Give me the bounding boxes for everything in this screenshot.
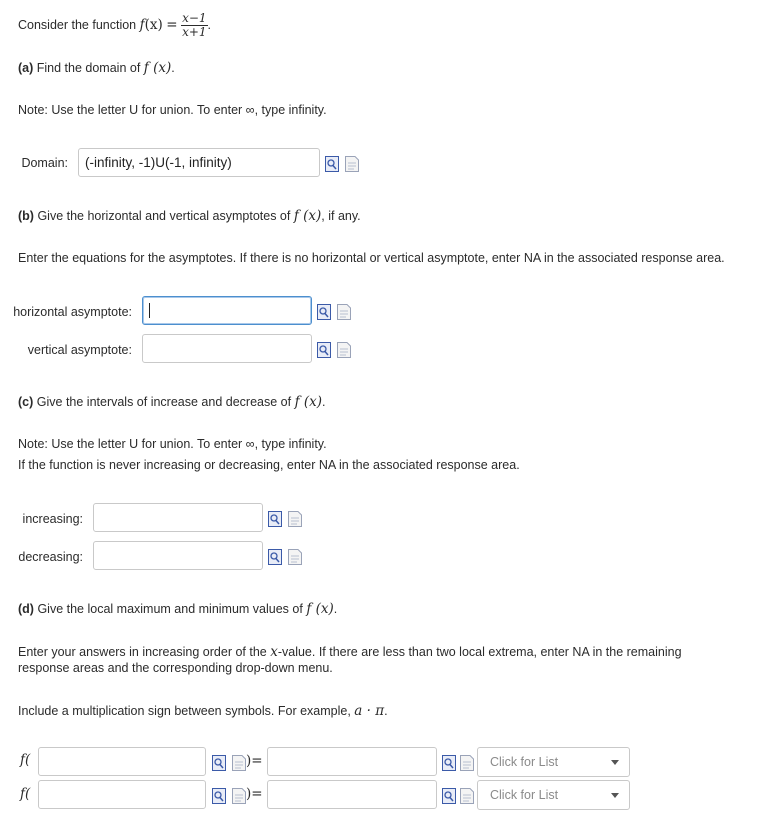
fraction-denominator: x+1 [182, 25, 207, 39]
intro-fname: f [139, 16, 145, 33]
part-c-period: . [322, 395, 326, 409]
extrema-row-1-mid: )= [246, 753, 263, 769]
part-a-note: Note: Use the letter U for union. To enter ∞, type infinity. [18, 103, 327, 117]
dropdown-selected-text: Click for List [490, 788, 559, 802]
part-a-period: . [171, 61, 175, 75]
help-icon[interactable] [288, 549, 302, 565]
part-a-fexpr: f (x) [143, 60, 172, 76]
decreasing-label: decreasing: [18, 550, 83, 564]
preview-icon[interactable] [317, 304, 331, 320]
extrema-row-2-f-input[interactable] [267, 780, 437, 809]
extrema-row-1-f-input[interactable] [267, 747, 437, 776]
preview-icon[interactable] [442, 788, 456, 804]
part-a-tag: (a) [18, 61, 34, 75]
part-b-suffix: , if any. [321, 209, 361, 223]
part-d-instructions-3 [18, 703, 388, 719]
help-icon[interactable] [337, 342, 351, 358]
help-icon[interactable] [337, 304, 351, 320]
fraction-numerator: x−1 [182, 11, 207, 25]
preview-icon[interactable] [212, 788, 226, 804]
instr3-math: a · π [354, 703, 385, 719]
chevron-down-icon [611, 793, 619, 798]
preview-icon[interactable] [268, 549, 282, 565]
domain-label: Domain: [21, 156, 68, 170]
part-b-instructions: Enter the equations for the asymptotes. If there is no horizontal or vertical asymptote, enter NA in the associated response area. [18, 251, 725, 265]
part-b-fexpr: f (x) [293, 208, 322, 224]
help-icon[interactable] [345, 156, 359, 172]
part-d-fexpr: f (x) [306, 601, 334, 617]
part-b-heading [18, 208, 361, 224]
part-b-text: Give the horizontal and vertical asymptotes of [37, 209, 291, 223]
intro-farg: (x) [144, 16, 163, 33]
chevron-down-icon [611, 760, 619, 765]
help-icon[interactable] [232, 788, 246, 804]
dropdown-selected-text: Click for List [490, 755, 559, 769]
extrema-row-2-x-input[interactable] [38, 780, 206, 809]
part-c-note-2: If the function is never increasing or decreasing, enter NA in the associated response area. [18, 458, 520, 472]
part-d-tag: (d) [18, 602, 34, 616]
extrema-row-2-mid: )= [246, 786, 263, 802]
instr3-b: . [384, 704, 388, 718]
vertical-asymptote-label: vertical asymptote: [27, 343, 132, 357]
intro-line [18, 12, 211, 39]
preview-icon[interactable] [442, 755, 456, 771]
instr1-a: Enter your answers in increasing order of the [18, 645, 271, 659]
part-c-text: Give the intervals of increase and decrease of [36, 395, 292, 409]
part-d-instructions-1 [18, 644, 682, 660]
intro-eq: = [166, 16, 178, 33]
preview-icon[interactable] [317, 342, 331, 358]
decreasing-input[interactable] [93, 541, 263, 570]
part-c-note-1: Note: Use the letter U for union. To enter ∞, type infinity. [18, 437, 327, 451]
part-d-heading [18, 601, 337, 617]
help-icon[interactable] [460, 755, 474, 771]
horizontal-asymptote-label: horizontal asymptote: [13, 305, 132, 319]
part-c-fexpr: f (x) [294, 394, 322, 410]
help-icon[interactable] [288, 511, 302, 527]
part-d-period: . [333, 602, 338, 616]
text-caret [149, 303, 150, 318]
increasing-label: increasing: [22, 512, 83, 526]
instr1-b: -value. If there are less than two local extrema, enter NA in the remaining [277, 645, 682, 659]
help-icon[interactable] [232, 755, 246, 771]
increasing-input[interactable] [93, 503, 263, 532]
horizontal-asymptote-input[interactable] [142, 296, 312, 325]
extrema-row-2-dropdown[interactable] [477, 780, 630, 810]
instr1-var: x [270, 644, 278, 660]
part-c-tag: (c) [18, 395, 34, 409]
part-c-heading [18, 394, 325, 410]
help-icon[interactable] [460, 788, 474, 804]
intro-fraction [181, 12, 207, 39]
extrema-row-1-prefix: f( [20, 752, 31, 768]
part-d-instructions-2: response areas and the corresponding drop-down menu. [18, 661, 333, 675]
part-d-text: Give the local maximum and minimum values of [37, 602, 303, 616]
preview-icon[interactable] [325, 156, 339, 172]
part-a-text: Find the domain of [36, 61, 141, 75]
domain-input[interactable] [78, 148, 320, 177]
preview-icon[interactable] [212, 755, 226, 771]
intro-text: Consider the function [18, 17, 137, 32]
instr3-a: Include a multiplication sign between symbols. For example, [18, 704, 355, 718]
preview-icon[interactable] [268, 511, 282, 527]
part-a-heading [18, 60, 175, 76]
extrema-row-1-dropdown[interactable] [477, 747, 630, 777]
part-b-tag: (b) [18, 209, 34, 223]
extrema-row-2-prefix: f( [20, 786, 31, 802]
vertical-asymptote-input[interactable] [142, 334, 312, 363]
intro-period: . [207, 17, 212, 32]
extrema-row-1-x-input[interactable] [38, 747, 206, 776]
